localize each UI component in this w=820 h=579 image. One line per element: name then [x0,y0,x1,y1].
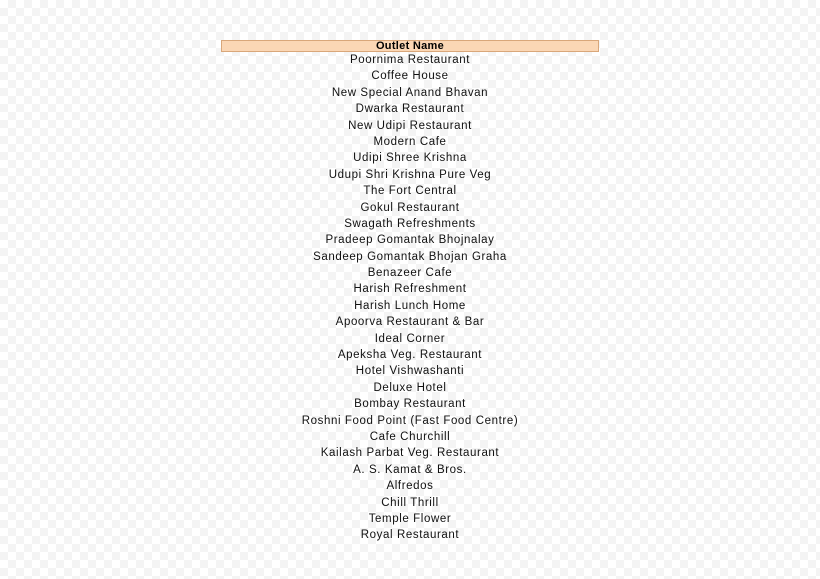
outlet-row: New Udipi Restaurant [348,119,472,132]
outlet-row: New Special Anand Bhavan [331,86,489,99]
outlet-row: A. S. Kamat & Bros. [353,463,467,476]
outlet-row: Kailash Parbat Veg. Restaurant [320,447,500,460]
outlet-row: Apeksha Veg. Restaurant [337,349,483,362]
outlet-row: Roshni Food Point (Fast Food Centre) [301,414,519,427]
outlet-name-header: Outlet Name [221,40,599,52]
outlet-row: Royal Restaurant [360,529,460,542]
outlet-row: Poornima Restaurant [349,54,471,66]
outlet-list [221,52,599,544]
outlet-row: Apoorva Restaurant & Bar [335,316,485,329]
outlet-row: Cafe Churchill [369,430,451,443]
outlet-row: Modern Cafe [373,135,447,148]
outlet-row: Sandeep Gomantak Bhojan Graha [313,250,507,263]
outlet-row: Temple Flower [368,512,452,525]
outlet-row: Dwarka Restaurant [355,103,465,116]
outlet-row: Gokul Restaurant [360,201,460,214]
outlet-row: Swagath Refreshments [344,217,476,230]
outlet-row: Benazeer Cafe [367,267,453,280]
outlet-row: Hotel Vishwashanti [355,365,465,378]
outlet-row: Udipi Shree Krishna [353,152,467,165]
outlet-row: Ideal Corner [374,332,446,345]
outlet-row: Deluxe Hotel [373,381,447,394]
outlet-row: Bombay Restaurant [354,398,466,411]
outlet-row: Pradeep Gomantak Bhojnalay [325,234,495,247]
outlet-row: Harish Lunch Home [354,299,466,312]
outlet-row: Alfredos [386,480,434,493]
outlet-row: The Fort Central [363,185,457,198]
outlet-row: Coffee House [371,70,449,83]
outlet-row: Udupi Shri Krishna Pure Veg [328,168,492,181]
outlet-table [221,40,599,544]
outlet-row: Harish Refreshment [353,283,467,296]
outlet-row: Chill Thrill [381,496,439,509]
